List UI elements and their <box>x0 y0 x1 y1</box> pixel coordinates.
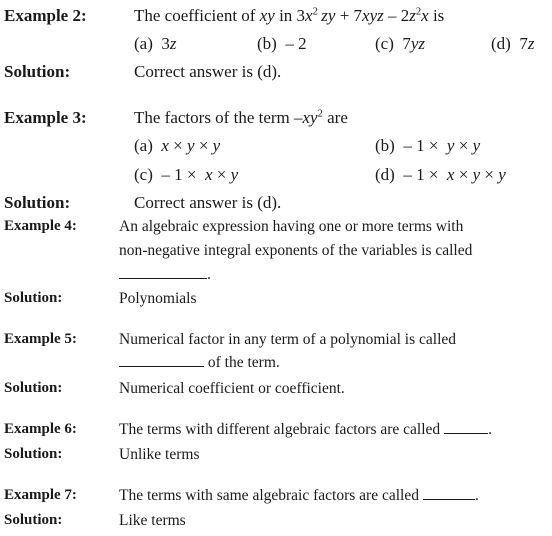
example-2-question: The coefficient of xy in $3x^2$ zy + $7xyz - 2z^2x$ is <box>134 6 445 25</box>
example-3-option-b: (b) – 1 × y × y <box>375 136 481 155</box>
example-3-question: The factors of the term $-xy^2$ are <box>134 108 348 127</box>
example-4-label: Example 4: <box>4 218 77 234</box>
answer-blank <box>444 421 488 434</box>
example-6-label: Example 6: <box>4 421 77 437</box>
example-3-option-c: (c) – 1 × x × y <box>134 165 239 184</box>
example-4-line-3: . <box>119 266 211 284</box>
example-3-solution-label: Solution: <box>4 193 71 212</box>
example-2-option-d: (d) 7z <box>491 34 535 53</box>
example-5-solution-label: Solution: <box>4 380 63 396</box>
example-6-solution-text: Unlike terms <box>119 446 200 463</box>
example-6-solution-label: Solution: <box>4 446 63 462</box>
example-3-option-a: (a) x × y × y <box>134 136 221 155</box>
example-3-solution-text: Correct answer is (d). <box>134 193 282 212</box>
answer-blank <box>423 487 475 500</box>
answer-blank <box>119 354 204 367</box>
example-4-line-2: non-negative integral exponents of the variables is called <box>119 242 473 259</box>
example-4-line-1: An algebraic expression having one or more terms with <box>119 218 464 235</box>
example-6-line-1: The terms with different algebraic factors are called . <box>119 421 492 438</box>
example-3-label: Example 3: <box>4 108 87 127</box>
example-7-solution-label: Solution: <box>4 512 63 528</box>
example-4-solution-label: Solution: <box>4 290 63 306</box>
example-5-solution-text: Numerical coefficient or coefficient. <box>119 380 345 397</box>
answer-blank <box>119 266 207 279</box>
example-2-solution-text: Correct answer is (d). <box>134 62 282 81</box>
example-7-label: Example 7: <box>4 487 77 503</box>
example-2-label: Example 2: <box>4 6 87 25</box>
example-2-option-a: (a) 3z <box>134 34 177 53</box>
example-2-solution-label: Solution: <box>4 62 71 81</box>
example-2-option-c: (c) 7yz <box>375 34 426 53</box>
example-5-label: Example 5: <box>4 331 77 347</box>
example-5-line-1: Numerical factor in any term of a polynomial is called <box>119 331 457 348</box>
example-5-line-2: of the term. <box>119 354 280 372</box>
example-3-option-d: (d) – 1 × x × y × y <box>375 165 506 184</box>
example-2-option-b: (b) – 2 <box>257 34 307 53</box>
example-7-solution-text: Like terms <box>119 512 186 529</box>
example-7-line-1: The terms with same algebraic factors are called . <box>119 487 479 504</box>
example-4-solution-text: Polynomials <box>119 290 197 307</box>
